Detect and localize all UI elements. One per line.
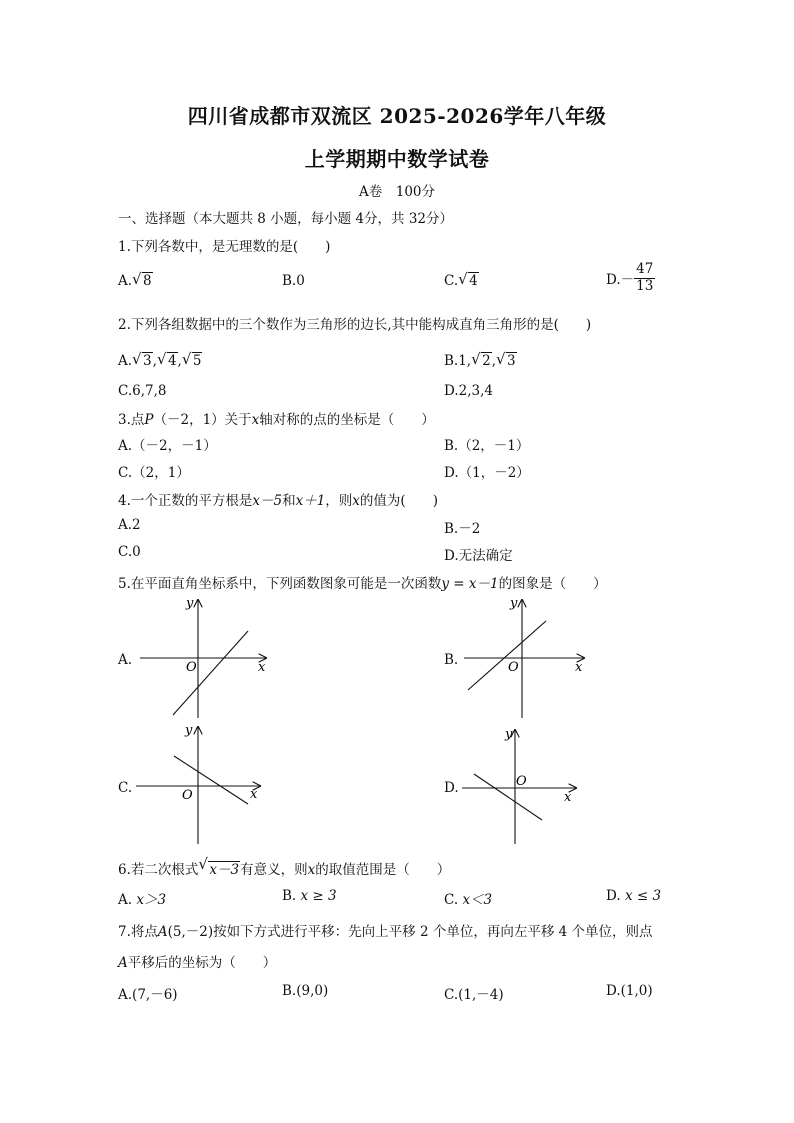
q7-b-label: B. — [282, 983, 297, 999]
q4-expr2: x＋1 — [295, 493, 326, 509]
q3-stem-mid: （－2，1）关于 — [153, 412, 252, 428]
q6-option-c[interactable] — [444, 888, 492, 908]
axis-y-label: y — [185, 723, 193, 738]
function-line — [474, 774, 542, 820]
q2-option-c[interactable]: C.6,7,8 — [118, 383, 167, 399]
q6-var: x — [307, 862, 316, 878]
origin-label: O — [186, 660, 197, 675]
q4-expr1: x－5 — [252, 493, 283, 509]
q5-option-c-label[interactable]: C. — [118, 780, 133, 796]
q2-a-r3: 5 — [192, 353, 202, 369]
q1-c-label: C. — [444, 273, 459, 289]
q6-option-a[interactable] — [118, 888, 166, 908]
q6-b-label: B. — [282, 888, 297, 904]
q6-a-label: A. — [118, 892, 133, 908]
q5-func: y = x－1 — [441, 576, 499, 592]
origin-label: O — [516, 774, 527, 789]
q2-stem: 2.下列各组数据中的三个数作为三角形的边长,其中能构成直角三角形的是( ) — [118, 317, 592, 333]
q1-option-a[interactable] — [118, 270, 153, 289]
q7-stem — [118, 920, 653, 940]
q2-sep: , — [177, 353, 182, 369]
origin-label: O — [508, 660, 519, 675]
q7-coords: (5,－2) — [167, 924, 214, 940]
q2-option-b[interactable] — [444, 350, 517, 369]
q1-d-numerator: 47 — [636, 261, 654, 277]
paper-title-line1: 四川省成都市双流区 2025-2026学年八年级 — [187, 104, 607, 128]
q1-a-label: A. — [118, 273, 133, 289]
q7-point: A — [157, 924, 168, 940]
q4-stem-pre: 4.一个正数的平方根是 — [118, 493, 253, 509]
q7-stem-post: 按如下方式进行平移：先向上平移 2 个单位，再向左平移 4 个单位，则点 — [213, 924, 653, 940]
q1-stem: 1.下列各数中，是无理数的是( ) — [118, 239, 331, 255]
q4-stem-mid: 和 — [282, 493, 296, 509]
axis-x-label: x — [250, 787, 258, 802]
q1-c-radicand: 4 — [469, 273, 478, 289]
q3-option-c[interactable]: C.（2，1） — [118, 465, 190, 481]
q5-stem-post: 的图象是（ ） — [498, 576, 607, 592]
q2-sep: , — [152, 353, 157, 369]
q7-a-label: A. — [118, 987, 133, 1003]
axis-y-label: y — [510, 596, 518, 611]
q7-option-a[interactable] — [118, 983, 178, 1003]
q2-a-label: A. — [118, 353, 133, 369]
q7-a-expr: (7,－6) — [132, 987, 178, 1003]
q5-option-d-label[interactable]: D. — [444, 780, 459, 796]
q6-d-expr: x ≤ 3 — [624, 888, 662, 904]
q5-graph-d — [460, 724, 584, 846]
q3-option-d[interactable]: D.（1，－2） — [444, 465, 530, 481]
q2-b-r1: 2 — [482, 353, 491, 369]
q3-stem-post: 轴对称的点的坐标是（ ） — [259, 412, 435, 428]
q5-option-b-label[interactable]: B. — [444, 652, 459, 668]
paper-title-line2: 上学期期中数学试卷 — [304, 147, 490, 171]
q1-d-denominator: 13 — [636, 277, 654, 294]
function-line — [468, 621, 546, 690]
q3-axis: x — [251, 412, 260, 428]
q6-c-expr: x＜3 — [462, 892, 493, 908]
q3-option-a[interactable]: A.（－2，－1） — [118, 438, 217, 454]
q6-option-b[interactable] — [282, 888, 337, 904]
q5-stem-pre: 5.在平面直角坐标系中，下列函数图象可能是一次函数 — [118, 576, 442, 592]
q7-b-expr: (9,0) — [296, 983, 329, 999]
q7-d-label: D. — [606, 983, 621, 999]
axis-x-label: x — [564, 790, 572, 805]
q4-option-b[interactable]: B.－2 — [444, 521, 481, 537]
q5-graph-c — [134, 724, 274, 846]
sqrt-icon: √ 3 — [132, 350, 152, 369]
q4-option-a[interactable]: A.2 — [118, 517, 141, 533]
q6-stem-post: 的取值范围是（ ） — [315, 862, 451, 878]
q1-d-label: D.－ — [606, 272, 635, 289]
sqrt-icon: √ x－3 — [198, 855, 240, 878]
axis-y-label: y — [186, 596, 194, 611]
q7-line2-point: A — [118, 955, 128, 971]
q7-d-expr: (1,0) — [620, 983, 653, 999]
q7-c-label: C. — [444, 987, 459, 1003]
q6-c-label: C. — [444, 892, 459, 908]
q3-option-b[interactable]: B.（2，－1） — [444, 438, 530, 454]
q2-b-label: B.1, — [444, 353, 472, 369]
origin-label: O — [182, 788, 193, 803]
sqrt-icon: √ 5 — [181, 350, 202, 369]
q7-option-d[interactable] — [606, 983, 653, 999]
q7-option-b[interactable] — [282, 983, 328, 999]
q5-stem — [118, 572, 607, 592]
axis-x-label: x — [575, 660, 583, 675]
q2-b-r2: 3 — [506, 353, 516, 369]
q1-option-b[interactable]: B.0 — [282, 273, 305, 289]
q5-option-a-label[interactable]: A. — [118, 652, 133, 668]
q7-stem-pre: 7.将点 — [118, 924, 158, 940]
q1-a-radicand: 8 — [143, 273, 152, 289]
sqrt-icon: √ 8 — [132, 270, 152, 289]
q6-stem — [118, 855, 451, 878]
q7-c-expr: (1,－4) — [458, 987, 504, 1003]
sqrt-icon: √ 3 — [495, 350, 516, 369]
q4-option-d[interactable]: D.无法确定 — [444, 548, 513, 564]
sqrt-icon: √ 2 — [471, 350, 491, 369]
q5-graph-b — [462, 595, 590, 720]
sqrt-icon: √ 4 — [458, 270, 478, 289]
q6-option-d[interactable] — [606, 888, 661, 904]
section-heading: 一、选择题（本大题共 8 小题，每小题 4分，共 32分） — [118, 211, 454, 227]
q1-option-c[interactable] — [444, 270, 479, 289]
q3-point: P — [144, 412, 154, 428]
q2-a-r2: 4 — [167, 353, 177, 369]
q3-stem — [118, 408, 435, 428]
q4-stem — [118, 489, 438, 509]
q2-option-a[interactable] — [118, 350, 202, 369]
q7-line2-post: 平移后的坐标为（ ） — [127, 955, 277, 971]
q4-stem-post: 的值为( ) — [359, 493, 438, 509]
axis-y-label: y — [505, 727, 513, 742]
q6-stem-pre: 6.若二次根式 — [118, 862, 199, 878]
q3-stem-pre: 3.点 — [118, 412, 145, 428]
q6-a-expr: x＞3 — [136, 892, 167, 908]
q4-option-c[interactable]: C.0 — [118, 544, 141, 560]
q6-d-label: D. — [606, 888, 621, 904]
q2-option-d[interactable]: D.2,3,4 — [444, 383, 493, 399]
q4-var: x — [352, 493, 360, 509]
fraction — [634, 262, 655, 294]
volume-label: A卷 100分 — [358, 184, 436, 200]
q2-sep: , — [491, 353, 496, 369]
axis-x-label: x — [258, 660, 266, 675]
q6-radicand: x－3 — [209, 862, 240, 878]
q2-a-r1: 3 — [143, 353, 152, 369]
sqrt-icon: √ 4 — [156, 350, 177, 369]
q5-graph-a — [138, 595, 278, 720]
q7-stem-line2 — [118, 951, 276, 971]
q6-b-expr: x ≥ 3 — [300, 888, 337, 904]
q1-option-d[interactable] — [606, 262, 655, 294]
function-line — [173, 631, 248, 715]
q6-stem-mid: 有意义，则 — [240, 862, 308, 878]
q7-option-c[interactable] — [444, 983, 504, 1003]
q4-stem-mid2: ，则 — [325, 493, 353, 509]
